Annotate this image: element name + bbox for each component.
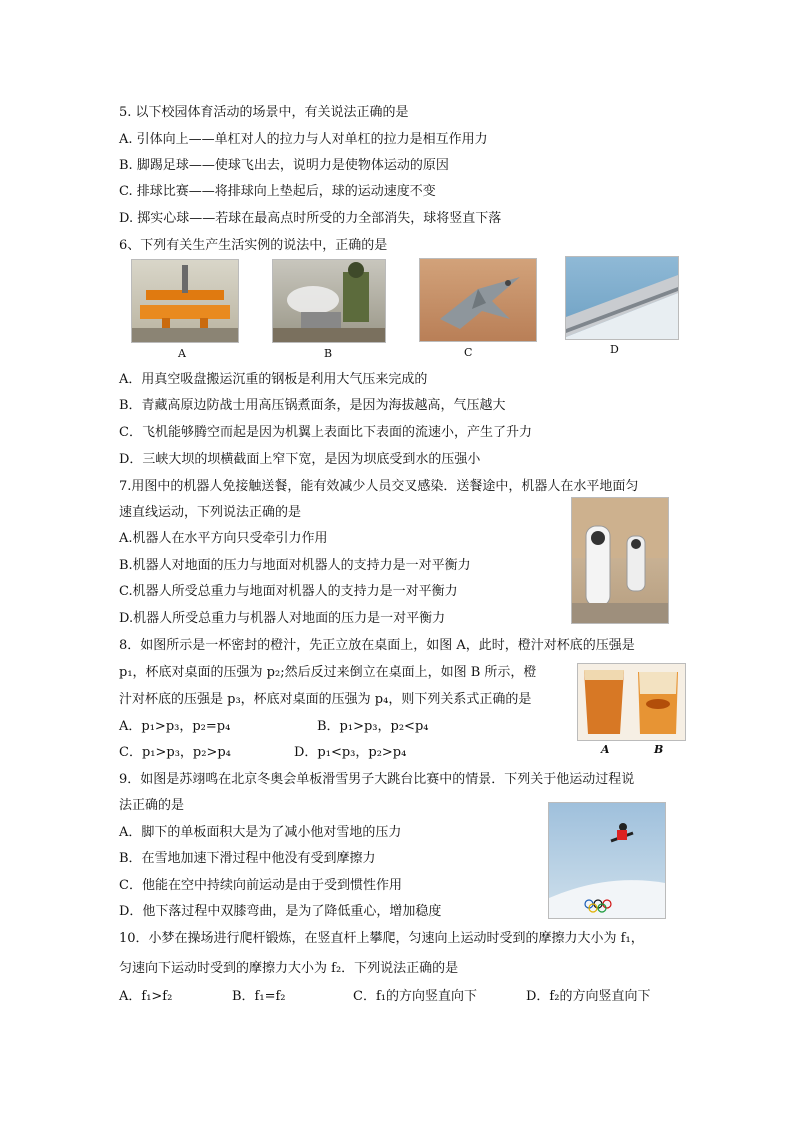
orange-juice-cups-image <box>577 663 686 741</box>
q7-stem-line2: 速直线运动，下列说法正确的是 <box>119 505 302 520</box>
three-gorges-dam-image <box>565 256 679 340</box>
q7-option-b: B.机器人对地面的压力与地面对机器人的支持力是一对平衡力 <box>119 558 471 573</box>
q5-option-c: C. 排球比赛——将排球向上垫起后，球的运动速度不变 <box>119 184 436 199</box>
q8-option-d: D．p₁<p₃，p₂>p₄ <box>294 745 407 760</box>
q10-stem-line1: 10．小梦在操场进行爬杆锻炼，在竖直杆上攀爬，匀速向上运动时受到的摩擦力大小为 f₁， <box>119 931 644 946</box>
q5-option-b: B. 脚踢足球——使球飞出去，说明力是使物体运动的原因 <box>119 158 449 173</box>
q10-option-d: D．f₂的方向竖直向下 <box>526 989 651 1004</box>
pressure-cooker-image <box>272 259 386 343</box>
q5-stem: 5. 以下校园体育活动的场景中，有关说法正确的是 <box>119 105 409 120</box>
q7-option-d: D.机器人所受总重力与机器人对地面的压力是一对平衡力 <box>119 611 446 626</box>
q6-stem: 6、下列有关生产生活实例的说法中，正确的是 <box>119 238 388 253</box>
q7-stem-line1: 7.用图中的机器人免接触送餐，能有效减少人员交叉感染．送餐途中，机器人在水平地面匀 <box>119 479 639 494</box>
q8-image-label-b: B <box>654 743 664 756</box>
delivery-robot-image <box>571 497 669 624</box>
q9-stem-line1: 9．如图是苏翊鸣在北京冬奥会单板滑雪男子大跳台比赛中的情景．下列关于他运动过程说 <box>119 772 635 787</box>
q8-image-label-a: A <box>601 743 610 756</box>
q6-image-label-d: D <box>610 343 619 356</box>
q8-stem-line2: p₁，杯底对桌面的压强为 p₂;然后反过来倒立在桌面上，如图 B 所示，橙 <box>119 665 537 680</box>
q5-option-a: A. 引体向上——单杠对人的拉力与人对单杠的拉力是相互作用力 <box>119 132 488 147</box>
q10-option-a: A．f₁>f₂ <box>119 989 173 1004</box>
q8-option-b: B．p₁>p₃，p₂<p₄ <box>317 719 429 734</box>
q8-stem-line1: 8．如图所示是一杯密封的橙汁，先正立放在桌面上，如图 A，此时，橙汁对杯底的压强是 <box>119 638 635 653</box>
q5-option-d: D. 掷实心球——若球在最高点时所受的力全部消失，球将竖直下落 <box>119 211 502 226</box>
q6-image-label-c: C <box>464 346 473 359</box>
q9-option-b: B．在雪地加速下滑过程中他没有受到摩擦力 <box>119 851 376 866</box>
q10-option-b: B．f₁=f₂ <box>232 989 286 1004</box>
q7-option-c: C.机器人所受总重力与地面对机器人的支持力是一对平衡力 <box>119 584 458 599</box>
q6-image-label-b: B <box>324 347 333 360</box>
q9-option-a: A．脚下的单板面积大是为了减小他对雪地的压力 <box>119 825 402 840</box>
q6-option-b: B．青藏高原边防战士用高压锅煮面条，是因为海拔越高，气压越大 <box>119 398 506 413</box>
vacuum-lifter-image <box>131 259 239 343</box>
q8-stem-line3: 汁对杯底的压强是 p₃，杯底对桌面的压强为 p₄，则下列关系式正确的是 <box>119 692 532 707</box>
fighter-jet-image <box>419 258 537 342</box>
q8-option-c: C．p₁>p₃，p₂>p₄ <box>119 745 231 760</box>
q8-option-a: A．p₁>p₃，p₂=p₄ <box>119 719 231 734</box>
q9-option-c: C．他能在空中持续向前运动是由于受到惯性作用 <box>119 878 402 893</box>
q6-option-d: D．三峡大坝的坝横截面上窄下宽，是因为坝底受到水的压强小 <box>119 452 481 467</box>
q9-stem-line2: 法正确的是 <box>119 798 185 813</box>
q9-option-d: D．他下落过程中双膝弯曲，是为了降低重心，增加稳度 <box>119 904 442 919</box>
q7-option-a: A.机器人在水平方向只受牵引力作用 <box>119 531 328 546</box>
q10-stem-line2: 匀速向下运动时受到的摩擦力大小为 f₂．下列说法正确的是 <box>119 961 459 976</box>
q10-option-c: C．f₁的方向竖直向下 <box>353 989 477 1004</box>
q6-image-label-a: A <box>178 347 186 360</box>
q6-option-c: C．飞机能够腾空而起是因为机翼上表面比下表面的流速小，产生了升力 <box>119 425 532 440</box>
snowboarder-image <box>548 802 666 919</box>
q6-option-a: A．用真空吸盘搬运沉重的钢板是利用大气压来完成的 <box>119 372 428 387</box>
